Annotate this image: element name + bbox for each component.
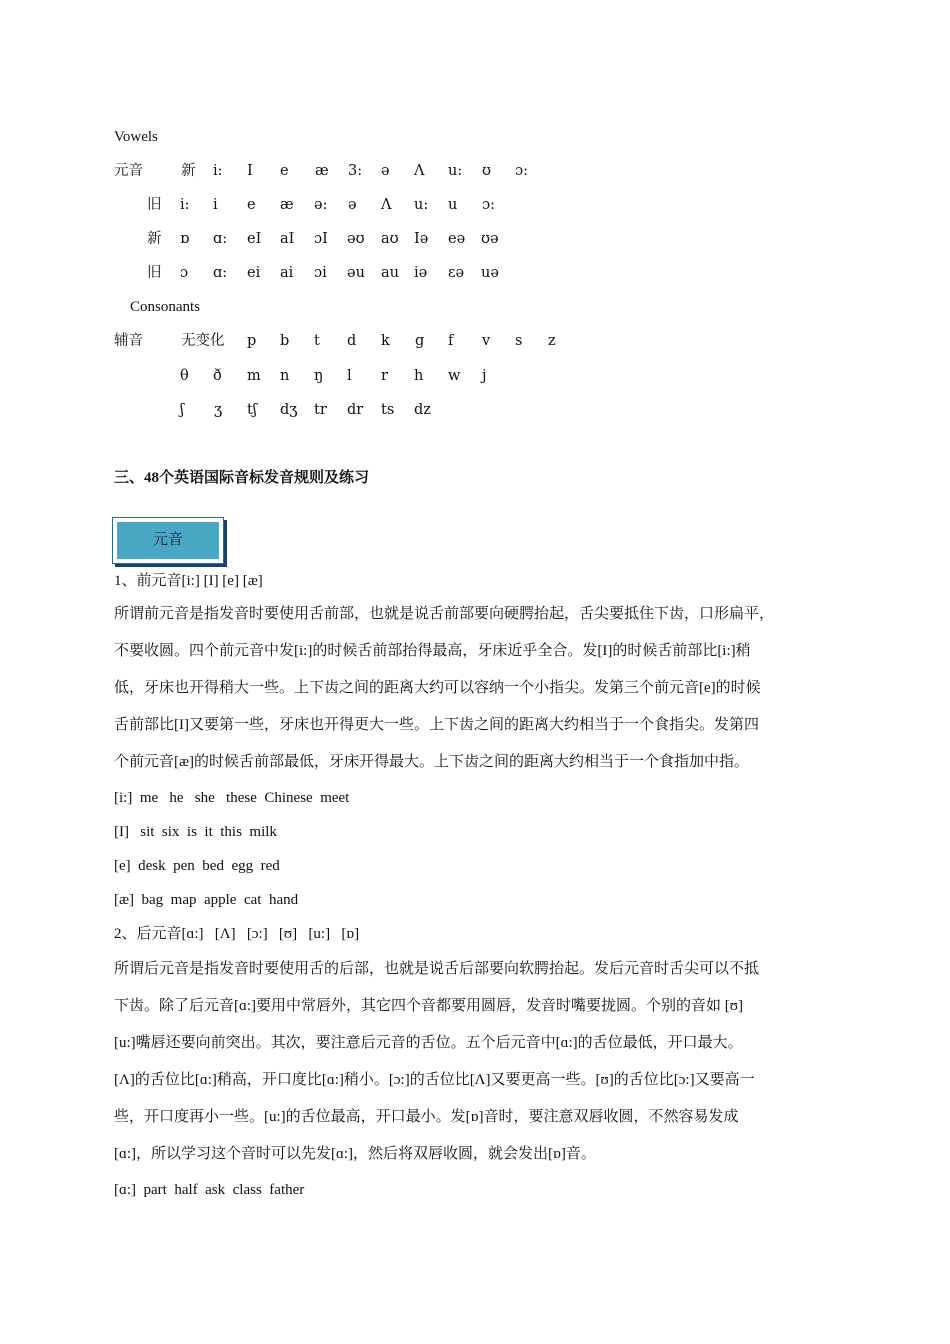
symbol: ʊ [482,163,491,179]
symbol: r [381,368,388,384]
symbol: w [448,368,461,384]
symbol: ə [381,163,390,179]
symbol: aI [280,231,295,247]
symbol: ɛə [448,265,465,281]
symbol: ɔI [314,231,328,247]
symbol: k [381,333,390,349]
symbol: ts [381,402,395,418]
symbol: aʊ [381,231,399,247]
symbol: ə [348,197,357,213]
symbol: ə: [314,197,328,213]
paragraph-line: 个前元音[æ]的时候舌前部最低，牙床开得最大。上下齿之间的距离大约相当于一个食指加中指。 [114,754,749,770]
symbol: ʊə [481,231,499,247]
symbol: b [280,333,290,349]
symbol: u [448,197,458,213]
symbol: d [347,333,357,349]
symbol: l [347,368,352,384]
symbol: ɔ: [515,163,529,179]
row-label: 元音 [114,163,143,179]
front-vowels-heading: 1、前元音[i:] [I] [e] [æ] [114,573,263,589]
symbol: Λ [414,163,425,179]
paragraph-line: [ɑ:]，所以学习这个音时可以先发[ɑ:]，然后将双唇收圆，就会发出[ɒ]音。 [114,1146,596,1162]
symbol: i [213,197,218,213]
section-title: 三、48个英语国际音标发音规则及练习 [114,470,370,486]
symbol: θ [180,368,189,384]
symbol: z [548,333,556,349]
example-line: [I] sit six is it this milk [114,824,277,840]
back-vowels-paragraph [114,951,844,1173]
symbol: dr [347,402,364,418]
symbol: ei [247,265,261,281]
symbol: n [280,368,290,384]
symbol: əʊ [347,231,365,247]
consonants-heading: Consonants [130,299,201,315]
row-sublabel: 旧 [147,197,162,213]
row-sublabel: 新 [147,231,162,247]
symbol: ð [213,368,222,384]
example-line: [i:] me he she these Chinese meet [114,790,350,806]
paragraph-line: 所谓后元音是指发音时要使用舌的后部，也就是说舌后部要向软腭抬起。发后元音时舌尖可以不抵 [114,961,760,977]
row-label: 辅音 [114,333,143,349]
symbol: f [448,333,454,349]
symbol: 3: [348,163,363,179]
symbol: i: [180,197,190,213]
symbol: p [247,333,257,349]
symbol: ɔi [314,265,327,281]
symbol: u: [448,163,463,179]
row-sublabel: 无变化 [181,333,225,349]
symbol: ʒ [214,402,223,418]
example-line: [ɑ:] part half ask class father [114,1182,305,1198]
paragraph-line: 所谓前元音是指发音时要使用舌前部，也就是说舌前部要向硬腭抬起，舌尖要抵住下齿，口形扁平， [114,606,775,622]
symbol: ai [280,265,294,281]
symbol: ɔ: [482,197,496,213]
symbol: Iə [414,231,429,247]
symbol: t [314,333,320,349]
symbol: ɔ [180,265,189,281]
paragraph-line: 舌前部比[I]又要第一些，牙床也开得更大一些。上下齿之间的距离大约相当于一个食指尖。发第四 [114,717,759,733]
paragraph-line: 下齿。除了后元音[ɑ:]要用中常唇外，其它四个音都要用圆唇，发音时嘴要拢圆。个别的音如 [ʊ] [114,998,743,1014]
paragraph-line: 低，牙床也开得稍大一些。上下齿之间的距离大约可以容纳一个小指尖。发第三个前元音[e]的时候 [114,680,761,696]
symbol: I [247,163,253,179]
vowels-heading: Vowels [114,129,158,145]
symbol: h [414,368,424,384]
symbol: j [482,368,487,384]
symbol: i: [213,163,223,179]
symbol: Λ [381,197,392,213]
symbol: eI [247,231,262,247]
symbol: u: [414,197,429,213]
symbol: tr [314,402,327,418]
example-line: [e] desk pen bed egg red [114,858,280,874]
symbol: ʃ [180,402,184,418]
paragraph-line: [u:]嘴唇还要向前突出。其次，要注意后元音的舌位。五个后元音中[ɑ:]的舌位最低，开口最大。 [114,1035,743,1051]
symbol: tʃ [247,402,257,418]
symbol: s [515,333,523,349]
symbol: ɑ: [213,265,228,281]
paragraph-line: 些，开口度再小一些。[u:]的舌位最高，开口最小。发[ɒ]音时，要注意双唇收圆，不然容易发成 [114,1109,739,1125]
symbol: m [247,368,261,384]
symbol: əu [347,265,365,281]
symbol: uə [481,265,499,281]
symbol: dz [414,402,431,418]
vowel-label-box [112,517,224,564]
vowel-label: 元音 [117,522,219,559]
row-sublabel: 新 [181,163,196,179]
front-vowels-paragraph [114,596,844,781]
symbol: iə [414,265,428,281]
symbol: dʒ [280,402,298,418]
symbol: eə [448,231,466,247]
symbol: ɑ: [213,231,228,247]
symbol: æ [315,163,329,179]
symbol: ŋ [314,368,324,384]
symbol: æ [280,197,294,213]
symbol: v [482,333,491,349]
row-sublabel: 旧 [147,265,162,281]
symbol: e [247,197,256,213]
symbol: ɒ [180,231,190,247]
symbol: g [415,333,425,349]
paragraph-line: [Λ]的舌位比[ɑ:]稍高，开口度比[ɑ:]稍小。[ɔ:]的舌位比[Λ]又要更高一些。[ʊ]的舌位比[ɔ:]又要高一 [114,1072,755,1088]
example-line: [æ] bag map apple cat hand [114,892,299,908]
symbol: e [280,163,289,179]
paragraph-line: 不要收圆。四个前元音中发[i:]的时候舌前部抬得最高，牙床近乎全合。发[I]的时候舌前部比[i:]稍 [114,643,751,659]
symbol: au [381,265,399,281]
back-vowels-heading: 2、后元音[ɑ:] [Λ] [ɔ:] [ʊ] [u:] [ɒ] [114,926,360,942]
